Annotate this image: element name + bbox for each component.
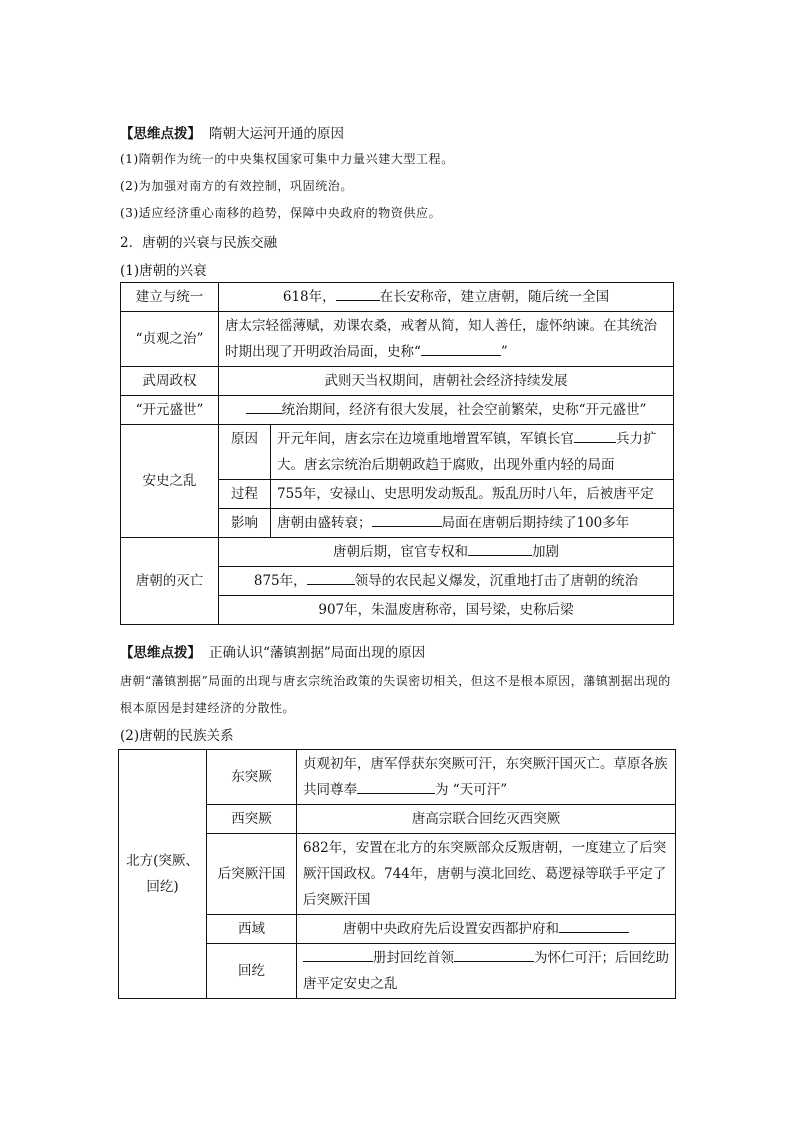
answer-blank (574, 430, 616, 443)
tang-rise-fall-table (120, 282, 674, 625)
tip2-body: 唐朝“藩镇割据”局面的出现与唐玄宗统治政策的失误密切相关，但这不是根本原因，藩镇割据出现的根本原因是封建经济的分散性。 (120, 674, 671, 715)
answer-blank (468, 543, 532, 556)
answer-blank (303, 949, 373, 962)
group-name: 西域 (207, 915, 297, 944)
sub-label: 过程 (219, 480, 271, 509)
tip1-title: 隋朝大运河开通的原因 (209, 126, 344, 142)
tip1-line-1: (1)隋朝作为统一的中央集权国家可集中力量兴建大型工程。 (120, 152, 454, 166)
table-row (119, 750, 676, 805)
row-label: “贞观之治” (121, 312, 219, 367)
group-name: 后突厥汗国 (207, 834, 297, 915)
row-label: 唐朝的灭亡 (121, 538, 219, 625)
row-content: 唐朝后期，宦官专权和 加剧 (219, 538, 674, 567)
table-row (121, 283, 674, 312)
group-name: 西突厥 (207, 805, 297, 834)
row-label: 建立与统一 (121, 283, 219, 312)
tip1-title-line (120, 122, 344, 142)
row-content: 682年，安置在北方的东突厥部众反叛唐朝，一度建立了后突厥汗国政权。744年，唐朝与漠北回纥、葛逻禄等联手平定了后突厥汗国 (297, 834, 676, 915)
tip2-title-line (120, 641, 425, 661)
row-label: “开元盛世” (121, 396, 219, 425)
row-content: 开元年间，唐玄宗在边境重地增置军镇，军镇长官 兵力扩大。唐玄宗统治后期朝政趋于腐败，出现外重内轻的局面 (271, 425, 674, 480)
row-content: 唐高宗联合回纥灭西突厥 (297, 805, 676, 834)
subsection-heading-rise-fall: (1)唐朝的兴衰 (120, 263, 207, 279)
answer-blank (336, 288, 380, 301)
tip1-tag: 【思维点拨】 (120, 126, 201, 142)
tip1-line-2: (2)为加强对南方的有效控制，巩固统治。 (120, 179, 353, 193)
answer-blank (357, 781, 435, 794)
table-row (121, 367, 674, 396)
row-label: 安史之乱 (121, 425, 219, 538)
subsection-heading-ethnic-relations: (2)唐朝的民族关系 (120, 728, 234, 744)
table-row (121, 538, 674, 567)
section-heading-tang: 2．唐朝的兴衰与民族交融 (120, 235, 278, 251)
row-content: 武则天当权期间，唐朝社会经济持续发展 (219, 367, 674, 396)
sub-label: 影响 (219, 509, 271, 538)
table-row (121, 312, 674, 367)
row-content: 贞观初年，唐军俘获东突厥可汗，东突厥汗国灭亡。草原各族共同尊奉 为 “天可汗” (297, 750, 676, 805)
row-content: 唐朝中央政府先后设置安西都护府和 (297, 915, 676, 944)
row-content: 统治期间，经济有很大发展，社会空前繁荣，史称“开元盛世” (219, 396, 674, 425)
answer-blank (246, 401, 282, 414)
row-content: 唐朝由盛转衰； 局面在唐朝后期持续了100多年 (271, 509, 674, 538)
row-content: 875年， 领导的农民起义爆发，沉重地打击了唐朝的统治 (219, 567, 674, 596)
answer-blank (421, 343, 501, 356)
row-content: 755年，安禄山、史思明发动叛乱。叛乱历时八年，后被唐平定 (271, 480, 674, 509)
answer-blank (559, 920, 629, 933)
answer-blank (307, 572, 355, 585)
table-row (121, 425, 674, 480)
region-label: 北方(突厥、回纥) (119, 750, 207, 999)
answer-blank (372, 514, 442, 527)
table-row (121, 396, 674, 425)
group-name: 东突厥 (207, 750, 297, 805)
row-content: 907年，朱温废唐称帝，国号梁，史称后梁 (219, 596, 674, 625)
row-content: 618年， 在长安称帝，建立唐朝，随后统一全国 (219, 283, 674, 312)
row-label: 武周政权 (121, 367, 219, 396)
tip1-line-3: (3)适应经济重心南移的趋势，保障中央政府的物资供应。 (120, 206, 442, 220)
group-name: 回纥 (207, 944, 297, 999)
tip2-tag: 【思维点拨】 (120, 645, 201, 661)
tang-ethnic-relations-table (118, 749, 676, 999)
row-content: 唐太宗轻徭薄赋，劝课农桑，戒奢从简，知人善任，虚怀纳谏。在其统治时期出现了开明政治局面，史称“ ” (219, 312, 674, 367)
answer-blank (454, 949, 534, 962)
tip2-title: 正确认识“藩镇割据”局面出现的原因 (209, 645, 426, 661)
sub-label: 原因 (219, 425, 271, 480)
row-content: 册封回纥首领 为怀仁可汗；后回纥助唐平定安史之乱 (297, 944, 676, 999)
